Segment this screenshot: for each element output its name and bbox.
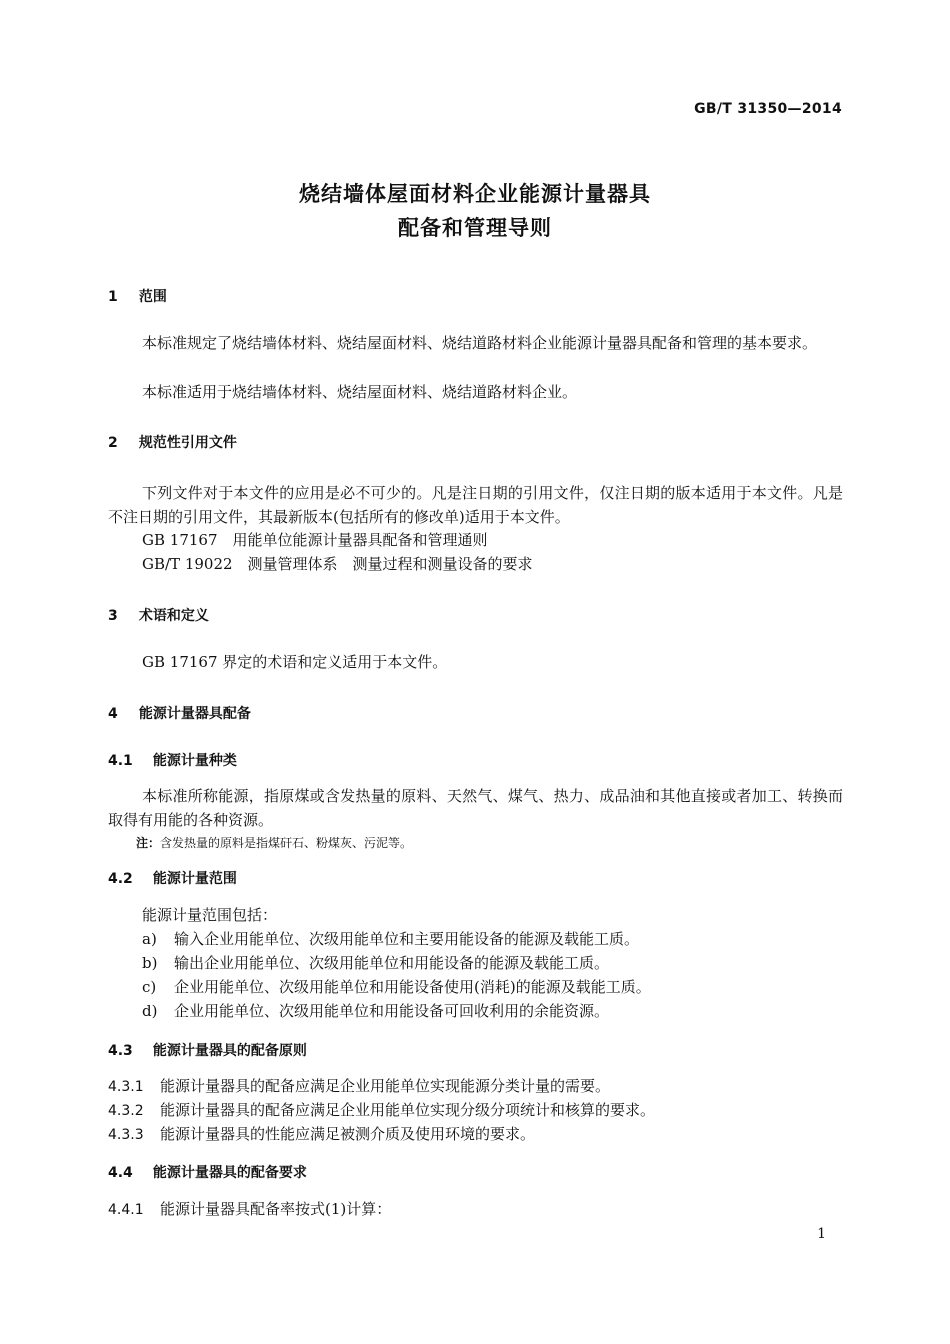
subsection-4-2-intro: 能源计量范围包括： xyxy=(142,906,278,924)
list-item-label: c) xyxy=(142,978,157,996)
note-text: 含发热量的原料是指煤矸石、粉煤灰、污泥等。 xyxy=(160,836,413,850)
list-item-label: b) xyxy=(142,954,158,972)
list-item-text: 企业用能单位、次级用能单位和用能设备使用(消耗)的能源及载能工质。 xyxy=(174,978,651,996)
section-number: 4 xyxy=(108,706,118,722)
section-number: 3 xyxy=(108,608,118,624)
clause-4-3-2 xyxy=(108,1099,655,1120)
list-item-text: 输入企业用能单位、次级用能单位和主要用能设备的能源及载能工质。 xyxy=(174,930,640,948)
subsection-title: 能源计量器具的配备要求 xyxy=(152,1165,307,1181)
section-3-heading xyxy=(108,605,209,625)
clause-text: 能源计量器具的配备应满足企业用能单位实现能源分类计量的需要。 xyxy=(160,1077,611,1095)
clause-text: 能源计量器具配备率按式(1)计算： xyxy=(160,1200,392,1218)
subsection-4-2-heading xyxy=(108,868,237,888)
list-item-text: 输出企业用能单位、次级用能单位和用能设备的能源及载能工质。 xyxy=(174,954,610,972)
list-item xyxy=(142,928,639,950)
section-3-paragraph-1: GB 17167 界定的术语和定义适用于本文件。 xyxy=(142,653,448,671)
clause-number: 4.3.1 xyxy=(108,1079,144,1095)
subsection-4-1-heading xyxy=(108,750,237,770)
standard-code: GB/T 31350—2014 xyxy=(694,101,842,117)
list-item-label: d) xyxy=(142,1002,158,1020)
list-item-text: 企业用能单位、次级用能单位和用能设备可回收利用的余能资源。 xyxy=(174,1002,610,1020)
section-title: 能源计量器具配备 xyxy=(138,706,251,722)
document-title-line1: 烧结墙体屋面材料企业能源计量器具 xyxy=(299,182,651,206)
subsection-4-3-heading xyxy=(108,1040,307,1060)
subsection-title: 能源计量范围 xyxy=(152,871,237,887)
page-number: 1 xyxy=(817,1226,826,1242)
section-2-heading xyxy=(108,432,237,452)
subsection-4-1-paragraph: 本标准所称能源，指原煤或含发热量的原料、天然气、煤气、热力、成品油和其他直接或者加工、转换而取得有用能的各种资源。 xyxy=(108,787,843,829)
section-title: 范围 xyxy=(138,289,167,305)
normative-reference-1: GB 17167 用能单位能源计量器具配备和管理通则 xyxy=(142,531,488,549)
normative-reference-2: GB/T 19022 测量管理体系 测量过程和测量设备的要求 xyxy=(142,555,533,573)
section-2-paragraph-1: 下列文件对于本文件的应用是必不可少的。凡是注日期的引用文件，仅注日期的版本适用于本文件。凡是不注日期的引用文件，其最新版本(包括所有的修改单)适用于本文件。 xyxy=(108,484,843,526)
list-item xyxy=(142,952,609,974)
list-item xyxy=(142,976,651,998)
section-1-paragraph-1: 本标准规定了烧结墙体材料、烧结屋面材料、烧结道路材料企业能源计量器具配备和管理的基本要求。 xyxy=(142,334,818,352)
subsection-title: 能源计量器具的配备原则 xyxy=(152,1043,307,1059)
subsection-number: 4.1 xyxy=(108,753,133,769)
section-title: 规范性引用文件 xyxy=(138,435,237,451)
subsection-number: 4.3 xyxy=(108,1043,133,1059)
document-title-line2: 配备和管理导则 xyxy=(398,216,552,240)
section-1-paragraph-2: 本标准适用于烧结墙体材料、烧结屋面材料、烧结道路材料企业。 xyxy=(142,383,578,401)
note-label: 注： xyxy=(136,836,161,850)
section-1-heading xyxy=(108,286,167,306)
subsection-number: 4.2 xyxy=(108,871,133,887)
subsection-number: 4.4 xyxy=(108,1165,133,1181)
subsection-title: 能源计量种类 xyxy=(152,753,237,769)
clause-4-3-3 xyxy=(108,1123,535,1144)
section-number: 2 xyxy=(108,435,118,451)
clause-4-3-1 xyxy=(108,1075,610,1096)
clause-4-4-1 xyxy=(108,1198,391,1219)
clause-text: 能源计量器具的配备应满足企业用能单位实现分级分项统计和核算的要求。 xyxy=(160,1101,656,1119)
list-item-label: a) xyxy=(142,930,157,948)
clause-number: 4.3.2 xyxy=(108,1103,144,1119)
list-item xyxy=(142,1000,609,1022)
subsection-4-1-note xyxy=(136,834,412,851)
clause-text: 能源计量器具的性能应满足被测介质及使用环境的要求。 xyxy=(160,1125,536,1143)
subsection-4-4-heading xyxy=(108,1162,307,1182)
section-number: 1 xyxy=(108,289,118,305)
section-title: 术语和定义 xyxy=(138,608,209,624)
clause-number: 4.3.3 xyxy=(108,1127,144,1143)
clause-number: 4.4.1 xyxy=(108,1202,144,1218)
section-4-heading xyxy=(108,703,251,723)
